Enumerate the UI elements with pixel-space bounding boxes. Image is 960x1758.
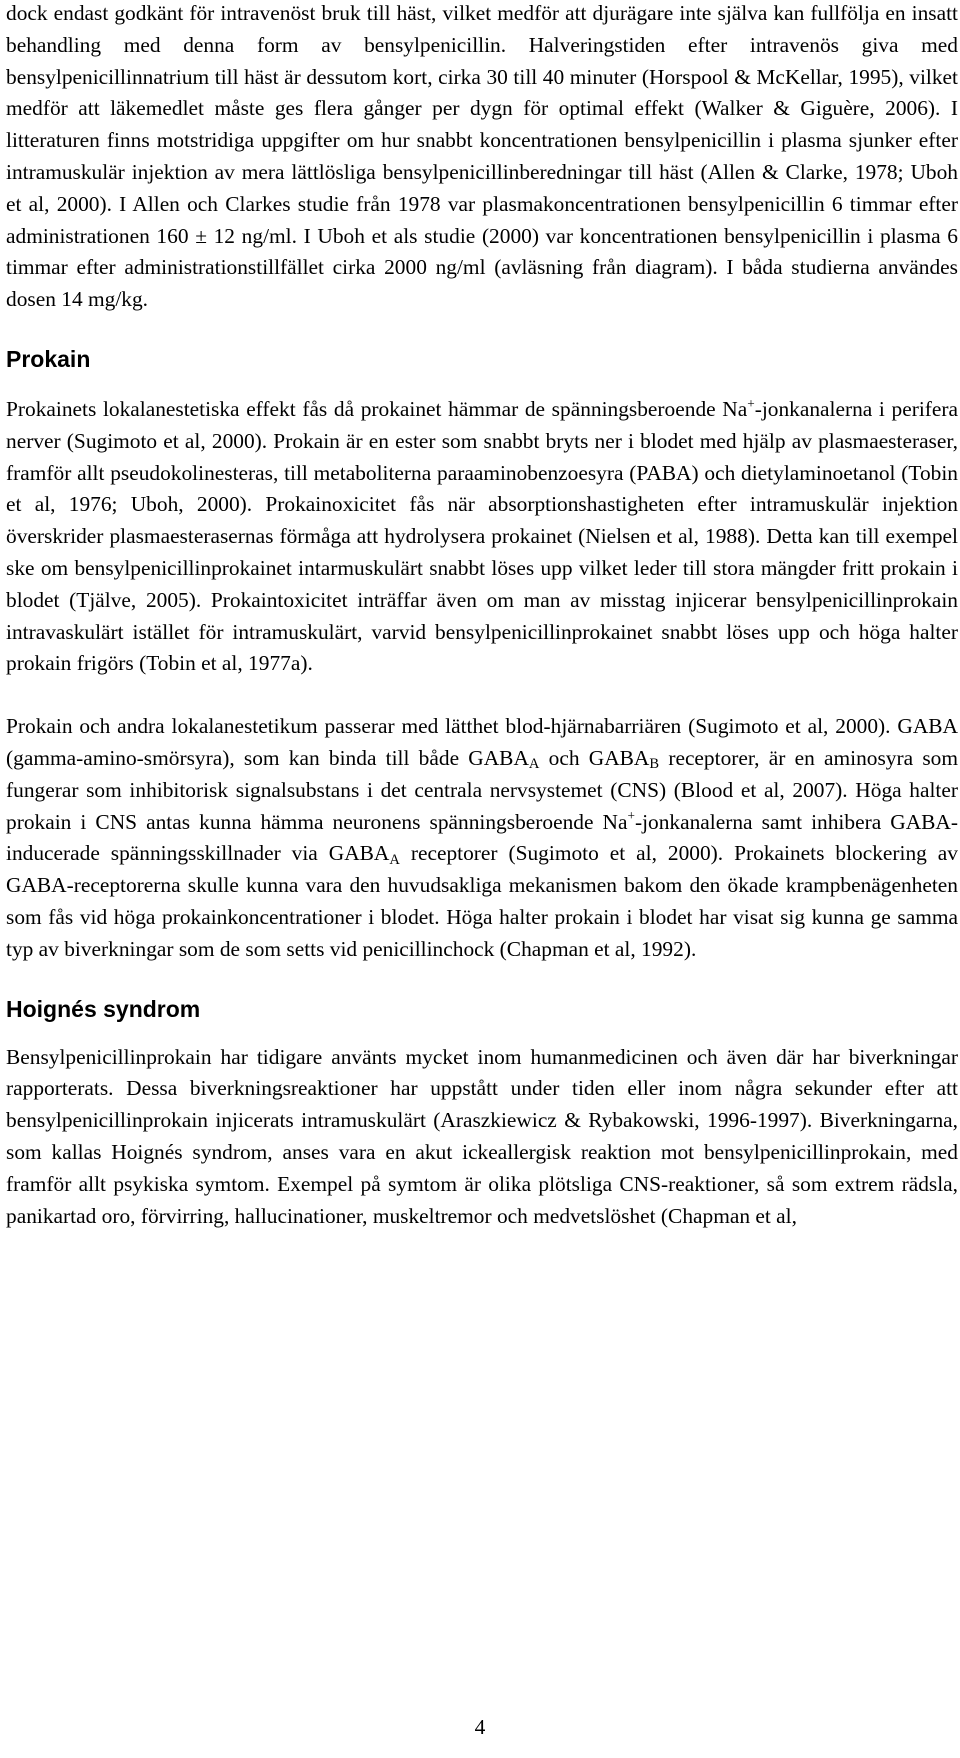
superscript-plus: + [747,395,755,411]
subscript-b: B [649,756,660,773]
document-page [6,0,958,1232]
heading-hoignes-syndrom: Hoignés syndrom [6,995,201,1022]
intro-paragraph: dock endast godkänt för intravenöst bruk till häst, vilket medför att djurägare inte själva kan fullfölja en insatt behandling med denna form av bensylpenicillin. Halveringstiden efter intravenös giva med bensylpenicillinnatrium till häst är dessutom kort, cirka 30 till 40 minuter (Horspool & McKellar, 1995), vilket medför att läkemedlet måste ges flera gånger per dygn för optimal effekt (Walker & Giguère, 2006). I litteraturen finns motstridiga uppgifter om hur snabbt koncentrationen bensylpenicillin i plasma sjunker efter intramuskulär injektion av mera lättlösliga bensylpenicillinberedningar till häst (Allen & Clarke, 1978; Uboh et al, 2000). I Allen och Clarkes studie från 1978 var plasmakoncentrationen bensylpenicillin 6 timmar efter administrationen 160 ± 12 ng/ml. I Uboh et als studie (2000) var koncentrationen bensylpenicillin i plasma 6 timmar efter administrationstillfället cirka 2000 ng/ml (avläsning från diagram). I båda studierna användes dosen 14 mg/kg. [6,1,958,312]
page-number: 4 [474,1715,486,1739]
text-run: receptorer, är en aminosyra som fungerar som inhibitorisk signalsubstans i det centrala nervsystemet (CNS) (Blood et al, 2007). Höga halter prokain i CNS antas kunna hämma neuronens spänningsberoende Na [6,745,958,834]
heading-prokain: Prokain [6,345,91,372]
text-run: och GABA [539,745,650,770]
subscript-a: A [389,851,400,868]
text-run: Prokainets lokalanestetiska effekt fås då prokainet hämmar de spänningsberoende Na [6,396,748,421]
subscript-a: A [528,756,540,773]
prokain-paragraph-2 [6,711,958,965]
hoigne-paragraph-1: Bensylpenicillinprokain har tidigare använts mycket inom humanmedicinen och även där har biverkningar rapporterats. Dessa biverkningsreaktioner har uppstått under tiden eller inom några sekunder efter att bensylpenicillinprokain injicerats intramuskulärt (Araszkiewicz & Rybakowski, 1996-1997). Biverkningarna, som kallas Hoignés syndrom, anses vara en akut ickeallergisk reaktion mot bensylpenicillinprokain, med framför allt psykiska symtom. Exempel på symtom är olika plötsliga CNS-reaktioner, så som extrem rädsla, panikartad oro, förvirring, hallucinationer, muskeltremor och medvetslöshet (Chapman et al, [6,1044,958,1228]
superscript-plus: + [627,808,635,824]
text-run: receptorer (Sugimoto et al, 2000). Prokainets blockering av GABA-receptorerna skulle kunna vara den huvudsakliga mekanismen bakom den ökade krampbenägenheten som fås vid höga prokainkoncentrationer i blodet. Höga halter prokain i blodet har visat sig kunna ge samma typ av biverkningar som de som setts vid penicillinchock (Chapman et al, 1992). [6,841,958,961]
text-run: Prokain och andra lokalanestetikum passerar med lätthet blod-hjärnabarriären (Sugimoto et al, 2000). GABA (gamma-amino-smörsyra), som kan binda till både GABA [6,714,958,770]
text-run: -jonkanalerna samt inhibera GABA-inducerade spänningsskillnader via GABA [6,809,958,866]
prokain-paragraph-1 [6,394,958,680]
text-run: -jonkanalerna i perifera nerver (Sugimoto et al, 2000). Prokain är en ester som snabbt bryts ner i blodet med hjälp av plasmaesteraser, framför allt pseudokolinesteras, till metaboliterna paraaminobenzoesyra (PABA) och dietylaminoetanol (Tobin et al, 1976; Uboh, 2000). Prokainoxicitet fås när absorptionshastigheten efter intramuskulär injektion överskrider plasmaesterasernas förmåga att hydrolysera prokainet (Nielsen et al, 1988). Detta kan till exempel ske om bensylpenicillinprokainet intarmuskulärt snabbt löses upp vilket leder till stora mängder fritt prokain i blodet (Tjälve, 2005). Prokaintoxicitet inträffar även om man av misstag injicerar bensylpenicillinprokain intravaskulärt istället för intramuskulärt, varvid bensylpenicillinprokainet snabbt löses upp och höga halter prokain frigörs (Tobin et al, 1977a). [6,396,958,676]
